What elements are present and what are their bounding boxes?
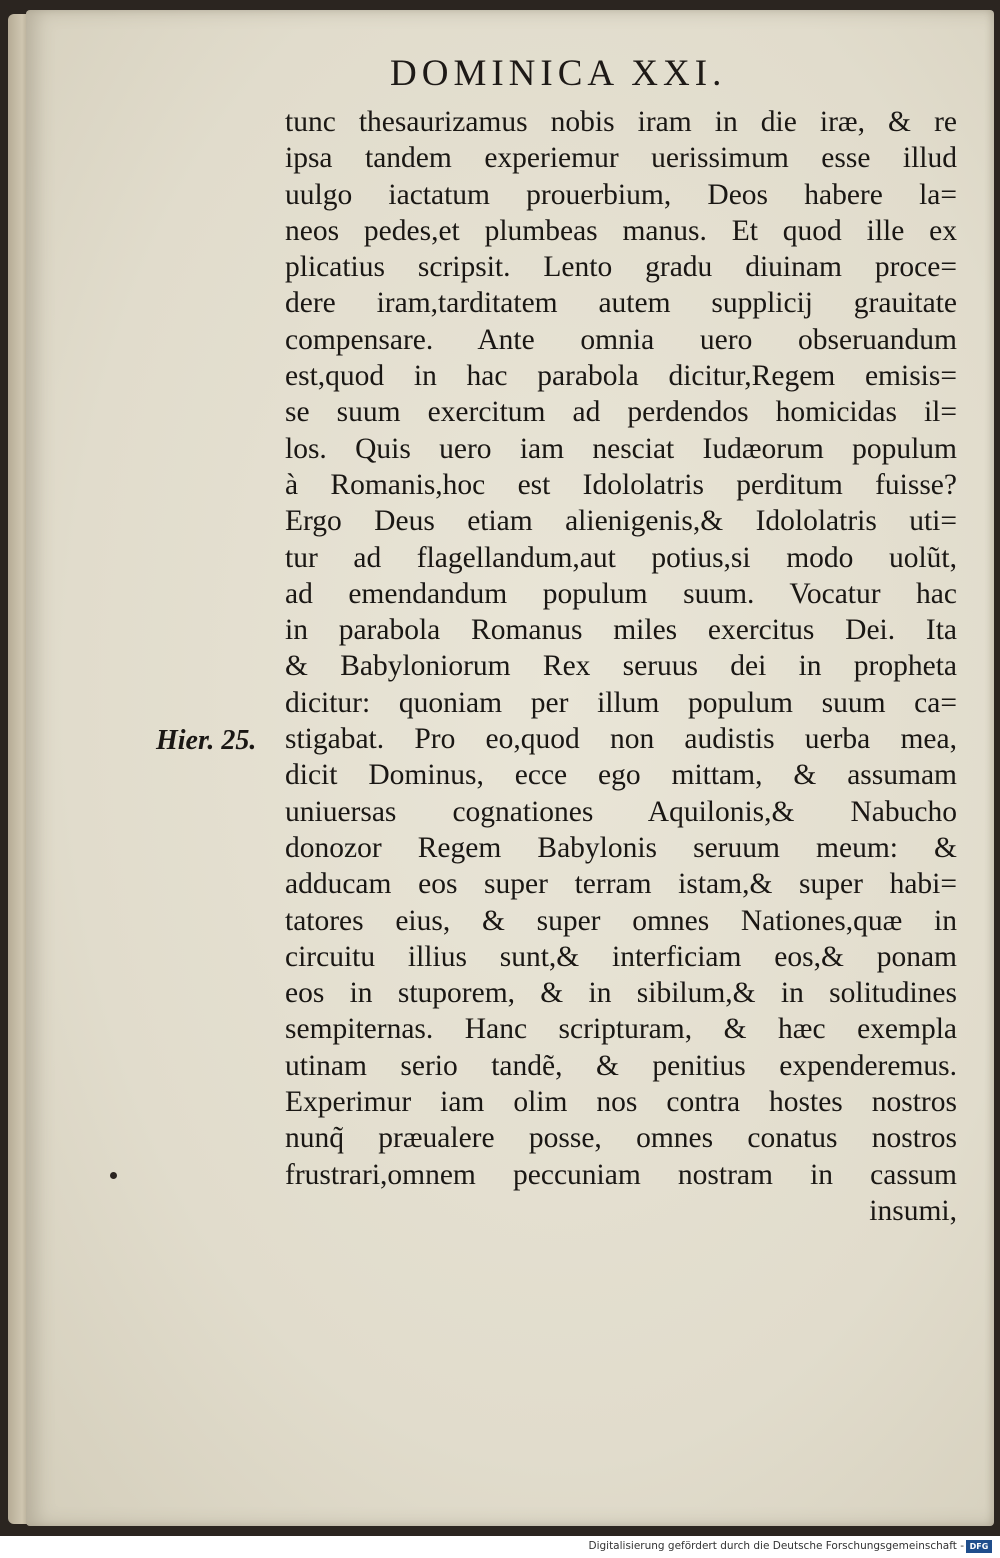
text-line: dere iram,tarditatem autem supplicij grauitate [285,287,957,320]
text-line: frustrari,omnem peccuniam nostram in cassum [285,1158,957,1191]
text-line: adducam eos super terram istam,& super habi= [285,868,957,901]
text-line: Ergo Deus etiam alienigenis,& Idololatris uti= [285,505,957,538]
text-line: plicatius scripsit. Lento gradu diuinam proce= [285,251,957,284]
text-line: insumi, [869,1194,957,1227]
text-line: los. Quis uero iam nesciat Iudæorum populum [285,432,957,465]
text-line: tur ad flagellandum,aut potius,si modo uolũt, [285,541,957,574]
text-line: est,quod in hac parabola dicitur,Regem emisis= [285,360,957,393]
text-line: stigabat. Pro eo,quod non audistis uerba mea, [285,723,957,756]
text-line: sempiternas. Hanc scripturam, & hæc exempla [285,1013,957,1046]
text-line: & Babyloniorum Rex seruus dei in propheta [285,650,957,683]
running-head: DOMINICA XXI. [390,53,727,94]
text-line: compensare. Ante omnia uero obseruandum [285,323,957,356]
text-line: in parabola Romanus miles exercitus Dei. Ita [285,614,957,647]
text-line: utinam serio tandẽ, & penitius expenderemus. [285,1049,957,1082]
text-line: dicitur: quoniam per illum populum suum ca= [285,686,957,719]
text-line: donozor Regem Babylonis seruum meum: & [285,831,957,864]
text-line: circuitu illius sunt,& interficiam eos,& ponam [285,940,957,973]
text-line: uniuersas cognationes Aquilonis,& Nabucho [285,795,957,828]
text-line: se suum exercitum ad perdendos homicidas il= [285,396,957,429]
ink-mark [110,1172,117,1179]
text-line: nunq̃ præualere posse, omnes conatus nostros [285,1122,957,1155]
text-line: tunc thesaurizamus nobis iram in die iræ, & re [285,106,957,138]
footer-credit: Digitalisierung gefördert durch die Deutsche Forschungsgemeinschaft - [588,1540,964,1552]
text-line: à Romanis,hoc est Idololatris perditum fuisse? [285,468,957,501]
text-line: ad emendandum populum suum. Vocatur hac [285,577,957,610]
dfg-logo: DFG [966,1540,992,1553]
body-text [285,104,957,1229]
marginal-note: Hier. 25. [156,725,257,756]
text-line: dicit Dominus, ecce ego mittam, & assumam [285,759,957,792]
text-line: tatores eius, & super omnes Nationes,quæ in [285,904,957,937]
text-line: eos in stuporem, & in sibilum,& in solitudines [285,977,957,1010]
text-line: Experimur iam olim nos contra hostes nostros [285,1086,957,1119]
text-line: uulgo iactatum prouerbium, Deos habere la= [285,178,957,211]
text-line: neos pedes,et plumbeas manus. Et quod ille ex [285,214,957,247]
text-line: ipsa tandem experiemur uerissimum esse illud [285,142,957,175]
